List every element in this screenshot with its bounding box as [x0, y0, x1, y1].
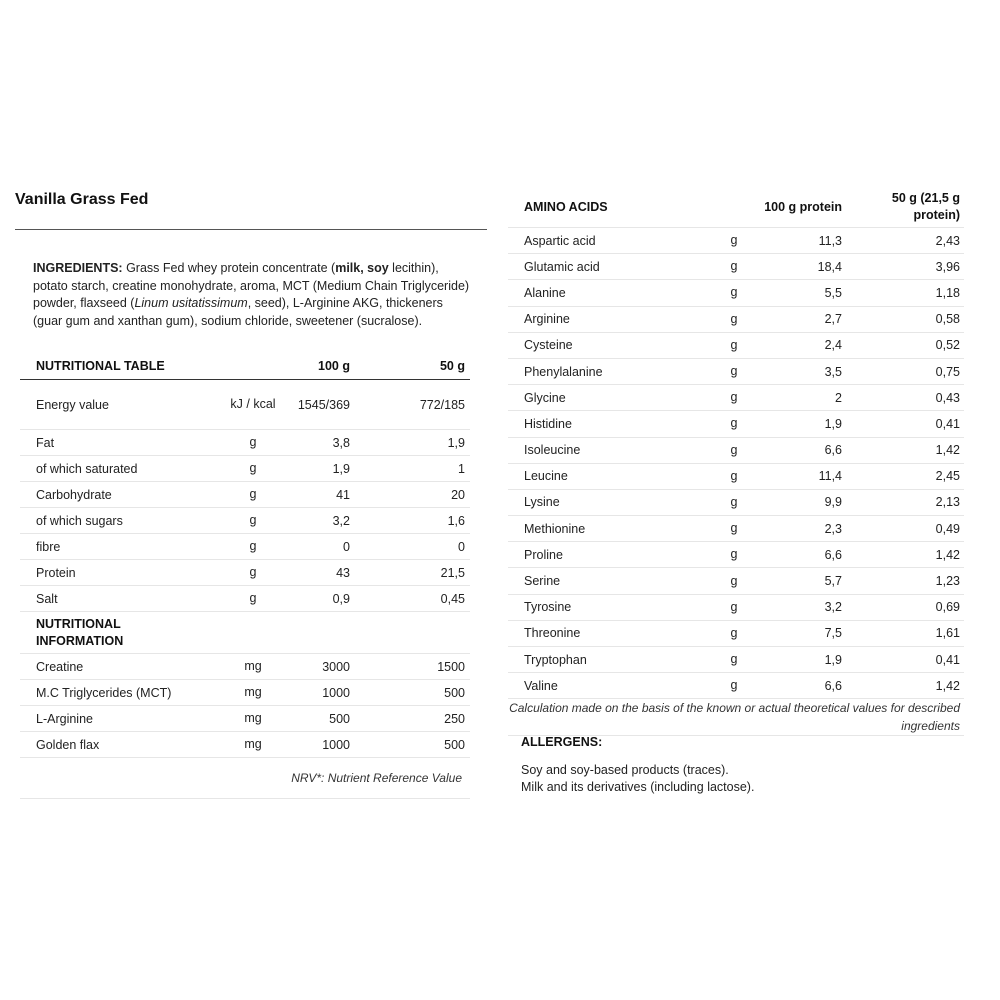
row-unit: g — [730, 337, 738, 352]
table-row — [508, 333, 964, 359]
table-row — [508, 542, 964, 568]
row-value-100: 3,5 — [824, 364, 842, 379]
table-row — [20, 508, 470, 534]
row-name: Glycine — [524, 390, 566, 405]
row-value-50: 20 — [451, 487, 465, 502]
row-name: of which saturated — [36, 461, 138, 476]
row-name: Histidine — [524, 416, 572, 431]
row-name: Aspartic acid — [524, 233, 596, 248]
row-unit: mg — [244, 659, 262, 673]
row-name: Lysine — [524, 495, 560, 510]
row-value-100: 6,6 — [824, 547, 842, 562]
title-divider — [15, 229, 487, 230]
table-row — [508, 516, 964, 542]
calculation-note-row — [508, 699, 964, 736]
table-row — [20, 586, 470, 612]
row-value-100: 2,7 — [824, 312, 842, 327]
table-row — [508, 621, 964, 647]
row-name: Valine — [524, 678, 558, 693]
table-row — [20, 482, 470, 508]
ingredients-latin-name: Linum usitatissimum — [134, 296, 248, 310]
table-row — [508, 228, 964, 254]
allergens-title: ALLERGENS: — [521, 735, 603, 749]
row-name: Alanine — [524, 285, 566, 300]
row-name: fibre — [36, 539, 61, 554]
row-value-100: 3,2 — [332, 513, 350, 528]
row-value-50: 500 — [444, 737, 465, 752]
row-unit: g — [730, 442, 738, 457]
ingredients-allergen-bold: milk, soy — [335, 261, 389, 275]
table-row — [508, 307, 964, 333]
table-row — [20, 456, 470, 482]
nutritional-table — [20, 352, 470, 799]
row-unit: g — [730, 521, 738, 536]
row-name: Methionine — [524, 521, 586, 536]
row-unit: g — [249, 461, 257, 475]
row-value-100: 2,3 — [824, 521, 842, 536]
row-name: L-Arginine — [36, 711, 93, 726]
row-name: Isoleucine — [524, 443, 581, 458]
row-name: Fat — [36, 435, 55, 450]
row-unit: g — [730, 311, 738, 326]
row-value-100: 18,4 — [817, 259, 842, 274]
row-unit: g — [730, 547, 738, 562]
table-row — [508, 385, 964, 411]
row-value-100: 3000 — [322, 659, 350, 674]
row-value-50: 0,69 — [935, 600, 960, 615]
row-value-50: 1,23 — [935, 574, 960, 589]
row-value-50: 2,43 — [935, 233, 960, 248]
row-value-50: 1,42 — [935, 678, 960, 693]
amino-acids-table — [508, 186, 964, 736]
calculation-note: Calculation made on the basis of the known or actual theoretical values for described ingredients — [509, 701, 960, 734]
ingredients-part-2: lecithin), potato starch, creatine monohydrate, aroma, MCT (Medium Chain Triglyceride) powder, flaxseed ( — [33, 261, 470, 310]
row-name: M.C Triglycerides (MCT) — [36, 685, 172, 700]
row-value-100: 6,6 — [824, 443, 842, 458]
row-unit: g — [730, 364, 738, 379]
ingredients-part-3: , seed), L-Arginine AKG, thickeners (guar gum and xanthan gum), sodium chloride, sweetener (sucralose). — [33, 296, 443, 328]
row-name: Carbohydrate — [36, 487, 112, 502]
ingredients-label: INGREDIENTS: — [33, 261, 123, 275]
row-value-50: 1,61 — [935, 626, 960, 641]
table-row — [508, 280, 964, 306]
row-value-100: 0 — [343, 539, 350, 554]
row-value-50: 0,52 — [935, 338, 960, 353]
row-name: Proline — [524, 547, 563, 562]
table-row — [508, 464, 964, 490]
row-value-100: 1,9 — [332, 461, 350, 476]
col-header-100g: 100 g — [318, 358, 350, 373]
row-value-100: 41 — [336, 487, 350, 502]
row-unit: mg — [244, 685, 262, 699]
row-unit: g — [249, 487, 257, 501]
row-unit: mg — [244, 737, 262, 751]
row-name: Energy value — [36, 397, 109, 412]
row-name: Golden flax — [36, 737, 100, 752]
row-value-50: 1 — [458, 461, 465, 476]
row-value-100: 1000 — [322, 685, 350, 700]
row-name: Glutamic acid — [524, 259, 600, 274]
row-value-50: 0,75 — [935, 364, 960, 379]
row-unit: g — [730, 233, 738, 248]
table-row — [508, 490, 964, 516]
row-value-100: 2 — [835, 390, 842, 405]
row-unit: g — [730, 573, 738, 588]
table-row — [508, 647, 964, 673]
table-row — [508, 254, 964, 280]
table-row — [20, 732, 470, 758]
row-value-50: 1,42 — [935, 547, 960, 562]
nutritional-information-section — [20, 612, 470, 654]
row-name: Creatine — [36, 659, 84, 674]
table-row — [508, 673, 964, 699]
row-value-50: 0,58 — [935, 312, 960, 327]
row-value-100: 0,9 — [332, 591, 350, 606]
product-title: Vanilla Grass Fed — [15, 191, 149, 208]
col-header-50g: 50 g — [439, 358, 465, 373]
table-row — [508, 359, 964, 385]
row-unit: g — [730, 678, 738, 693]
table-row — [508, 438, 964, 464]
row-value-100: 5,5 — [824, 285, 842, 300]
row-name: Threonine — [524, 626, 581, 641]
row-unit: g — [730, 285, 738, 300]
row-unit: g — [730, 625, 738, 640]
row-value-100: 500 — [329, 711, 350, 726]
row-unit: g — [730, 416, 738, 431]
row-name: Protein — [36, 565, 76, 580]
row-name: Tyrosine — [524, 600, 572, 615]
row-value-100: 1,9 — [824, 416, 842, 431]
row-value-100: 9,9 — [824, 495, 842, 510]
col-header-50g-protein: 50 g (21,5 g protein) — [891, 190, 960, 222]
row-value-100: 11,4 — [818, 469, 842, 484]
nrv-note-row — [20, 758, 470, 799]
table-row — [508, 595, 964, 621]
row-unit: g — [730, 259, 738, 274]
row-unit: g — [249, 435, 257, 449]
row-unit: g — [730, 494, 738, 509]
row-value-100: 5,7 — [824, 574, 842, 589]
table-row — [20, 706, 470, 732]
table-row — [20, 534, 470, 560]
row-value-100: 43 — [336, 565, 350, 580]
row-value-50: 1,9 — [447, 435, 465, 450]
col-header-100g-protein: 100 g protein — [764, 199, 842, 214]
row-value-50: 500 — [444, 685, 465, 700]
row-name: Leucine — [524, 469, 568, 484]
row-unit: g — [249, 565, 257, 579]
row-value-50: 772/185 — [419, 397, 465, 412]
row-unit: kJ / kcal — [230, 397, 276, 411]
ingredients-text — [33, 260, 473, 330]
row-value-100: 2,4 — [824, 338, 842, 353]
row-unit: g — [249, 591, 257, 605]
row-unit: g — [249, 513, 257, 527]
row-value-50: 1500 — [437, 659, 465, 674]
row-name: of which sugars — [36, 513, 123, 528]
row-unit: g — [730, 599, 738, 614]
row-name: Serine — [524, 574, 561, 589]
row-value-100: 1000 — [322, 737, 350, 752]
table-row — [508, 568, 964, 594]
row-value-50: 1,18 — [935, 285, 960, 300]
row-unit: mg — [244, 711, 262, 725]
row-name: Arginine — [524, 312, 570, 327]
ingredients-part-1: Grass Fed whey protein concentrate ( — [122, 261, 336, 275]
table-row — [20, 654, 470, 680]
row-value-100: 3,2 — [824, 600, 842, 615]
nutritional-table-title: NUTRITIONAL TABLE — [36, 358, 165, 373]
row-value-50: 3,96 — [935, 259, 960, 274]
allergen-item: Milk and its derivatives (including lactose). — [521, 780, 755, 794]
row-unit: g — [730, 390, 738, 405]
row-name: Tryptophan — [524, 652, 587, 667]
table-row — [20, 560, 470, 586]
nutritional-table-header — [20, 352, 470, 380]
allergens-list — [521, 762, 754, 796]
row-value-50: 1,42 — [935, 443, 960, 458]
row-name: Cysteine — [524, 338, 573, 353]
table-row — [20, 430, 470, 456]
row-unit: g — [730, 652, 738, 667]
row-name: Phenylalanine — [524, 364, 603, 379]
row-value-50: 0,41 — [935, 416, 960, 431]
table-row — [20, 680, 470, 706]
row-value-100: 1545/369 — [297, 397, 350, 412]
row-value-50: 0,49 — [935, 521, 960, 536]
row-value-100: 7,5 — [824, 626, 842, 641]
row-value-100: 11,3 — [818, 233, 842, 248]
allergen-item: Soy and soy-based products (traces). — [521, 763, 729, 777]
row-name: Salt — [36, 591, 58, 606]
nrv-note: NRV*: Nutrient Reference Value — [291, 771, 462, 785]
row-unit: g — [730, 468, 738, 483]
row-value-50: 21,5 — [440, 565, 465, 580]
row-value-50: 250 — [444, 711, 465, 726]
row-value-100: 3,8 — [332, 435, 350, 450]
table-row — [20, 380, 470, 430]
nutritional-information-title: NUTRITIONAL INFORMATION — [36, 616, 124, 648]
table-row — [508, 411, 964, 437]
row-value-50: 0,41 — [935, 652, 960, 667]
amino-acids-header — [508, 186, 964, 228]
row-value-50: 0,45 — [440, 591, 465, 606]
row-value-100: 1,9 — [824, 652, 842, 667]
row-value-50: 2,13 — [935, 495, 960, 510]
row-unit: g — [249, 539, 257, 553]
row-value-50: 0,43 — [935, 390, 960, 405]
row-value-100: 6,6 — [824, 678, 842, 693]
row-value-50: 2,45 — [935, 469, 960, 484]
row-value-50: 0 — [458, 539, 465, 554]
row-value-50: 1,6 — [447, 513, 465, 528]
amino-acids-title: AMINO ACIDS — [524, 199, 608, 214]
